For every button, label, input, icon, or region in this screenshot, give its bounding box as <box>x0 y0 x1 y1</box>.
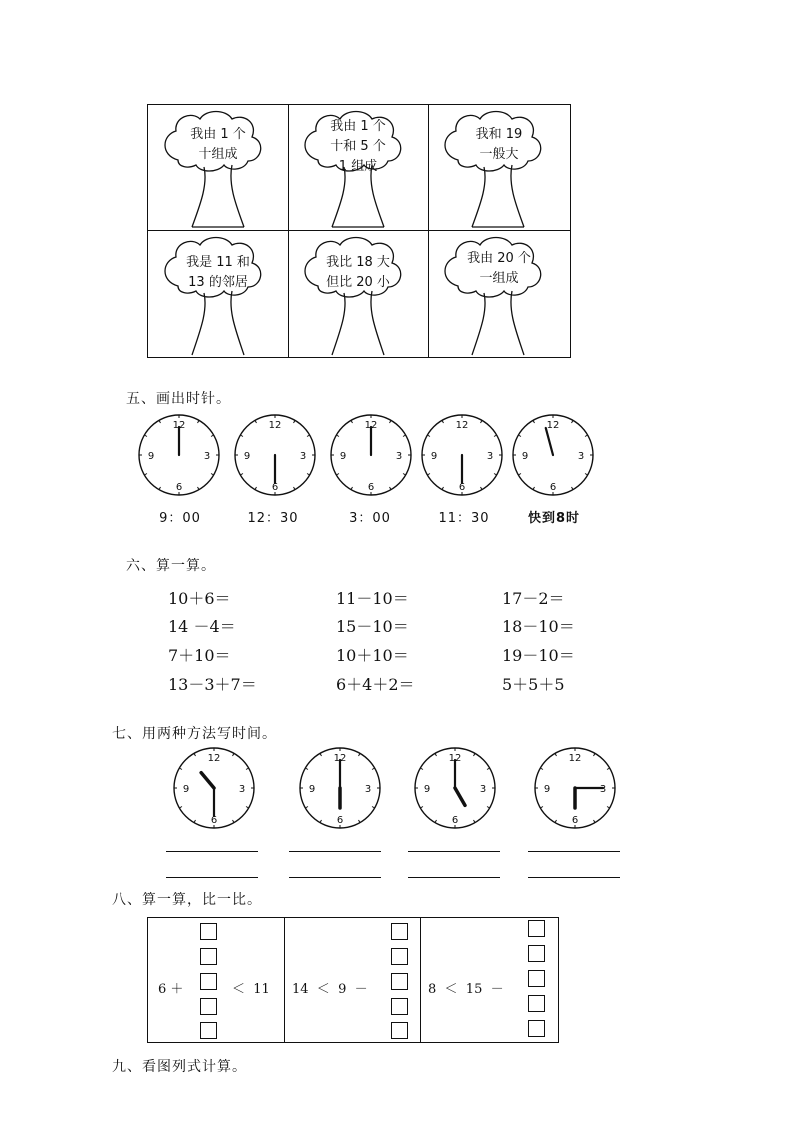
answer-line[interactable] <box>289 851 381 852</box>
clock-tick <box>198 420 200 423</box>
clock-tick <box>336 474 339 476</box>
answer-line[interactable] <box>166 877 258 878</box>
calc-item: 7＋10＝ <box>168 646 231 665</box>
answer-box[interactable] <box>528 970 545 987</box>
answer-line[interactable] <box>528 851 620 852</box>
calc-item: 11－10＝ <box>336 589 409 608</box>
clock-tick <box>246 807 249 809</box>
clock-tick <box>255 420 257 423</box>
clock-numeral: 6 <box>458 482 466 493</box>
clock-numeral: 3 <box>203 451 211 462</box>
answer-line[interactable] <box>408 851 500 852</box>
clock-tick <box>159 420 161 423</box>
clock-tick <box>372 768 375 770</box>
clock-numeral: 6 <box>367 482 375 493</box>
clock-face-8[interactable] <box>413 746 497 830</box>
riddle-text: 我由 20 个 一组成 <box>467 251 531 286</box>
answer-line[interactable] <box>408 877 500 878</box>
clock-tick <box>320 820 322 823</box>
compare-divider <box>420 918 421 1042</box>
compare-right-1: ＜ 11 <box>232 982 270 997</box>
section-8-title: 八、算一算，比一比。 <box>112 892 262 908</box>
section-9-title: 九、看图列式计算。 <box>112 1059 247 1075</box>
clock-numeral: 12 <box>364 420 378 431</box>
clock-tick <box>390 487 392 490</box>
clock-tick <box>390 420 392 423</box>
clock-numeral: 12 <box>333 753 347 764</box>
answer-line[interactable] <box>528 877 620 878</box>
answer-box[interactable] <box>528 995 545 1012</box>
riddle-tree-2 <box>288 105 428 230</box>
riddle-tree-1 <box>148 105 288 230</box>
clock-tick <box>474 820 476 823</box>
clock-face-2[interactable] <box>233 413 317 497</box>
clock-face-5[interactable] <box>511 413 595 497</box>
compare-divider <box>284 918 285 1042</box>
clock-tick <box>474 753 476 756</box>
time-label-3: 3：00 <box>349 511 391 526</box>
clock-tick <box>194 820 196 823</box>
clock-tick <box>442 487 444 490</box>
clock-tick <box>351 487 353 490</box>
hour-hand <box>201 773 214 788</box>
answer-box[interactable] <box>391 1022 408 1039</box>
clock-numeral: 12 <box>568 753 582 764</box>
time-label-2: 12：30 <box>247 511 299 526</box>
clock-face-7[interactable] <box>298 746 382 830</box>
clock-tick <box>240 435 243 437</box>
compare-left-3: 8 ＜ 15 － <box>428 982 504 997</box>
answer-box[interactable] <box>200 998 217 1015</box>
answer-box[interactable] <box>528 945 545 962</box>
answer-line[interactable] <box>166 851 258 852</box>
time-label-5: 快到8时 <box>527 511 581 526</box>
clock-tick <box>144 474 147 476</box>
riddle-tree-grid <box>147 104 571 358</box>
clock-tick <box>481 420 483 423</box>
calc-item: 17－2＝ <box>502 589 565 608</box>
clock-tick <box>211 435 214 437</box>
clock-face-6[interactable] <box>172 746 256 830</box>
time-label-1: 9：00 <box>159 511 201 526</box>
clock-tick <box>372 807 375 809</box>
clock-tick <box>336 435 339 437</box>
calc-item: 19－10＝ <box>502 646 575 665</box>
clock-tick <box>607 807 610 809</box>
answer-box[interactable] <box>200 973 217 990</box>
tree-icon <box>148 231 288 357</box>
answer-box[interactable] <box>528 1020 545 1037</box>
clock-tick <box>594 753 596 756</box>
clock-tick <box>494 474 497 476</box>
clock-numeral: 9 <box>543 784 551 795</box>
clock-numeral: 6 <box>571 815 579 826</box>
answer-box[interactable] <box>200 1022 217 1039</box>
clock-tick <box>294 420 296 423</box>
clock-numeral: 9 <box>423 784 431 795</box>
clock-numeral: 6 <box>451 815 459 826</box>
clock-tick <box>233 753 235 756</box>
clock-tick <box>585 435 588 437</box>
clock-numeral: 9 <box>339 451 347 462</box>
clock-tick <box>194 753 196 756</box>
clock-tick <box>240 474 243 476</box>
riddle-tree-5 <box>288 231 428 357</box>
clock-tick <box>320 753 322 756</box>
clock-numeral: 9 <box>521 451 529 462</box>
clock-numeral: 6 <box>210 815 218 826</box>
answer-box[interactable] <box>528 920 545 937</box>
answer-box[interactable] <box>391 948 408 965</box>
calc-item: 18－10＝ <box>502 617 575 636</box>
compare-left-2: 14 ＜ 9 － <box>292 982 368 997</box>
clock-numeral: 6 <box>271 482 279 493</box>
section-7-title: 七、用两种方法写时间。 <box>112 726 277 742</box>
clock-face-3[interactable] <box>329 413 413 497</box>
clock-tick <box>435 753 437 756</box>
clock-tick <box>305 768 308 770</box>
time-label-4: 11：30 <box>438 511 490 526</box>
clock-tick <box>294 487 296 490</box>
clock-tick <box>159 487 161 490</box>
riddle-text: 我由 1 个 十组成 <box>190 127 246 162</box>
clock-tick <box>481 487 483 490</box>
calc-item: 6＋4＋2＝ <box>336 675 415 694</box>
riddle-tree-6 <box>428 231 570 357</box>
clock-numeral: 3 <box>486 451 494 462</box>
clock-tick <box>403 435 406 437</box>
calc-item: 13－3＋7＝ <box>168 675 257 694</box>
clock-tick <box>179 807 182 809</box>
clock-numeral: 12 <box>172 420 186 431</box>
clock-numeral: 9 <box>430 451 438 462</box>
clock-tick <box>555 820 557 823</box>
clock-tick <box>427 435 430 437</box>
clock-tick <box>594 820 596 823</box>
riddle-text: 我由 1 个 十和 5 个 1 组成 <box>330 119 386 174</box>
clock-tick <box>305 807 308 809</box>
clock-tick <box>144 435 147 437</box>
clock-numeral: 3 <box>479 784 487 795</box>
clock-numeral: 3 <box>599 784 607 795</box>
calc-item: 15－10＝ <box>336 617 409 636</box>
calc-item: 10＋6＝ <box>168 589 231 608</box>
clock-tick <box>403 474 406 476</box>
clock-tick <box>540 807 543 809</box>
clock-tick <box>533 420 535 423</box>
answer-box[interactable] <box>200 948 217 965</box>
clock-tick <box>246 768 249 770</box>
answer-box[interactable] <box>391 973 408 990</box>
answer-line[interactable] <box>289 877 381 878</box>
clock-tick <box>572 487 574 490</box>
clock-tick <box>420 768 423 770</box>
riddle-text: 我和 19 一般大 <box>475 127 523 162</box>
tree-icon <box>148 105 288 230</box>
clock-tick <box>533 487 535 490</box>
clock-numeral: 12 <box>268 420 282 431</box>
clock-tick <box>179 768 182 770</box>
clock-tick <box>540 768 543 770</box>
clock-tick <box>307 474 310 476</box>
clock-numeral: 6 <box>175 482 183 493</box>
clock-numeral: 12 <box>207 753 221 764</box>
section-6-title: 六、算一算。 <box>126 558 216 574</box>
clock-tick <box>518 474 521 476</box>
answer-box[interactable] <box>200 923 217 940</box>
clock-face-9[interactable] <box>533 746 617 830</box>
riddle-text: 我是 11 和 13 的邻居 <box>186 255 250 290</box>
riddle-text: 我比 18 大 但比 20 小 <box>326 255 390 290</box>
tree-icon <box>428 105 570 230</box>
calc-item: 10＋10＝ <box>336 646 409 665</box>
riddle-tree-4 <box>148 231 288 357</box>
answer-box[interactable] <box>391 998 408 1015</box>
clock-tick <box>359 753 361 756</box>
minute-hand <box>546 428 553 455</box>
clock-tick <box>518 435 521 437</box>
hour-hand <box>455 788 465 805</box>
clock-tick <box>211 474 214 476</box>
clock-numeral: 6 <box>336 815 344 826</box>
clock-tick <box>585 474 588 476</box>
clock-numeral: 9 <box>147 451 155 462</box>
clock-tick <box>435 820 437 823</box>
calc-item: 14 －4＝ <box>168 617 236 636</box>
answer-box[interactable] <box>391 923 408 940</box>
clock-numeral: 9 <box>182 784 190 795</box>
clock-tick <box>427 474 430 476</box>
clock-tick <box>442 420 444 423</box>
clock-numeral: 9 <box>308 784 316 795</box>
clock-face-1[interactable] <box>137 413 221 497</box>
clock-numeral: 12 <box>546 420 560 431</box>
clock-tick <box>494 435 497 437</box>
clock-tick <box>198 487 200 490</box>
clock-tick <box>307 435 310 437</box>
section-5-title: 五、画出时针。 <box>126 391 231 407</box>
compare-left-1: 6 ＋ <box>158 982 184 997</box>
clock-numeral: 3 <box>364 784 372 795</box>
compare-box <box>147 917 559 1043</box>
clock-tick <box>359 820 361 823</box>
clock-numeral: 6 <box>549 482 557 493</box>
clock-tick <box>487 807 490 809</box>
clock-tick <box>420 807 423 809</box>
clock-tick <box>607 768 610 770</box>
clock-tick <box>351 420 353 423</box>
calc-item: 5＋5＋5 <box>502 675 565 694</box>
clock-tick <box>233 820 235 823</box>
clock-numeral: 12 <box>455 420 469 431</box>
clock-tick <box>255 487 257 490</box>
tree-icon <box>288 231 428 357</box>
clock-numeral: 3 <box>238 784 246 795</box>
clock-tick <box>487 768 490 770</box>
clock-tick <box>572 420 574 423</box>
clock-face-4[interactable] <box>420 413 504 497</box>
clock-numeral: 9 <box>243 451 251 462</box>
clock-numeral: 3 <box>577 451 585 462</box>
clock-numeral: 12 <box>448 753 462 764</box>
riddle-tree-3 <box>428 105 570 230</box>
clock-tick <box>555 753 557 756</box>
clock-numeral: 3 <box>299 451 307 462</box>
clock-numeral: 3 <box>395 451 403 462</box>
